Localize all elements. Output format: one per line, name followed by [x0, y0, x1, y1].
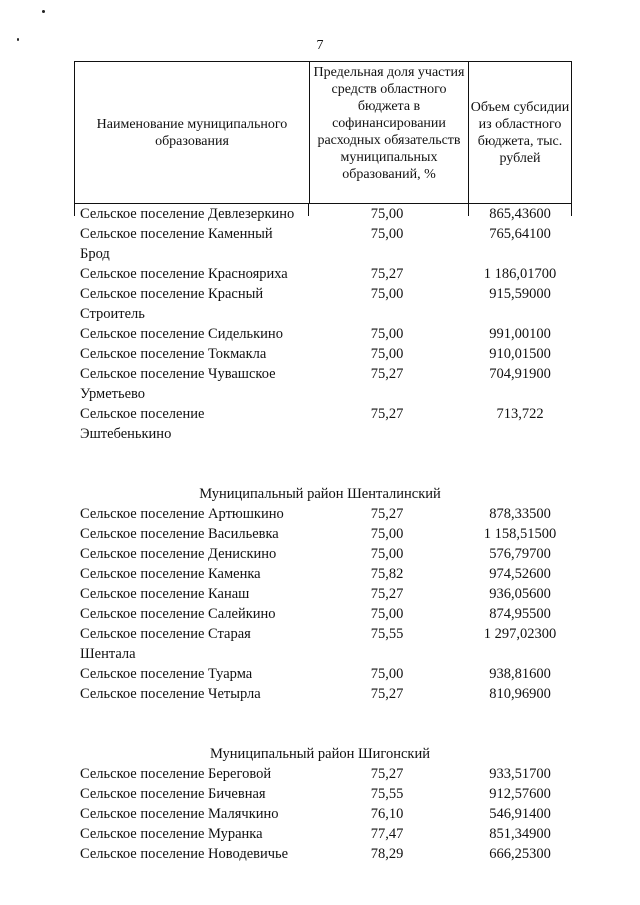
header-amount-column: Объем субсидии из областного бюджета, тыс. рублей	[470, 99, 570, 166]
subsidy-amount: 666,25300	[489, 846, 551, 862]
share-percent: 75,27	[370, 506, 404, 522]
subsidy-amount: 915,59000	[489, 286, 551, 302]
subsidy-amount: 933,51700	[489, 766, 551, 782]
share-percent: 78,29	[370, 846, 404, 862]
share-percent: 75,27	[370, 266, 404, 282]
subsidy-amount: 1 158,51500	[483, 526, 557, 542]
subsidy-amount: 865,43600	[489, 206, 551, 222]
table-row	[0, 524, 640, 544]
share-percent: 75,00	[370, 346, 404, 362]
settlement-name: Сельское поселение Чувашское Урметьево	[80, 366, 276, 402]
share-percent: 75,00	[370, 326, 404, 342]
share-percent: 75,27	[370, 686, 404, 702]
settlement-name: Сельское поселение Бичевная	[80, 786, 266, 802]
settlement-name: Сельское поселение Туарма	[80, 666, 253, 682]
settlement-name: Сельское поселение Береговой	[80, 766, 272, 782]
subsidy-amount: 991,00100	[489, 326, 551, 342]
scan-speck	[42, 10, 45, 13]
table-row	[0, 804, 640, 824]
subsidy-amount: 878,33500	[489, 506, 551, 522]
share-percent: 75,00	[370, 666, 404, 682]
settlement-name: Сельское поселение Салейкино	[80, 606, 276, 622]
settlement-name: Сельское поселение Малячкино	[80, 806, 279, 822]
settlement-name: Сельское поселение Муранка	[80, 826, 263, 842]
table-row	[0, 364, 640, 404]
subsidy-amount: 1 186,01700	[483, 266, 557, 282]
share-percent: 75,27	[370, 366, 404, 382]
table-row	[0, 324, 640, 344]
table-row	[0, 824, 640, 844]
subsidy-amount: 810,96900	[489, 686, 551, 702]
subsidy-amount: 576,79700	[489, 546, 551, 562]
subsidy-amount: 910,01500	[489, 346, 551, 362]
settlement-name: Сельское поселение Эштебенькино	[80, 406, 205, 442]
district-heading	[0, 444, 640, 504]
settlement-name: Сельское поселение Девлезеркино	[80, 206, 295, 222]
table-row	[0, 624, 640, 664]
subsidy-amount: 938,81600	[489, 666, 551, 682]
table-row	[0, 764, 640, 784]
table-row	[0, 504, 640, 524]
subsidy-amount: 1 297,02300	[483, 626, 557, 642]
table-row	[0, 404, 640, 444]
share-percent: 75,00	[370, 226, 404, 242]
table-row	[0, 784, 640, 804]
subsidy-amount: 713,722	[496, 406, 544, 422]
subsidy-amount: 874,95500	[489, 606, 551, 622]
share-percent: 75,27	[370, 406, 404, 422]
table-body	[0, 204, 640, 864]
table-row	[0, 344, 640, 364]
share-percent: 75,27	[370, 766, 404, 782]
table-row	[0, 844, 640, 864]
share-percent: 75,55	[370, 786, 404, 802]
share-percent: 75,00	[370, 606, 404, 622]
subsidy-amount: 546,91400	[489, 806, 551, 822]
table-row	[0, 224, 640, 264]
header-name-column: Наименование муниципального образования	[96, 116, 288, 149]
table-row	[0, 584, 640, 604]
subsidy-amount: 936,05600	[489, 586, 551, 602]
page-number: 7	[316, 38, 324, 53]
table-row	[0, 564, 640, 584]
table-row	[0, 264, 640, 284]
share-percent: 75,00	[370, 526, 404, 542]
table-row	[0, 604, 640, 624]
table-row	[0, 204, 640, 224]
share-percent: 75,55	[370, 626, 404, 642]
table-row	[0, 684, 640, 704]
district-heading	[0, 704, 640, 764]
district-title: Муниципальный район Шенталинский	[199, 486, 441, 502]
table-header	[74, 61, 572, 204]
share-percent: 75,82	[370, 566, 404, 582]
share-percent: 75,27	[370, 586, 404, 602]
share-percent: 75,00	[370, 286, 404, 302]
settlement-name: Сельское поселение Старая Шентала	[80, 626, 251, 662]
settlement-name: Сельское поселение Денискино	[80, 546, 277, 562]
subsidy-amount: 704,91900	[489, 366, 551, 382]
subsidy-amount: 974,52600	[489, 566, 551, 582]
share-percent: 76,10	[370, 806, 404, 822]
settlement-name: Сельское поселение Новодевичье	[80, 846, 289, 862]
settlement-name: Сельское поселение Четырла	[80, 686, 261, 702]
subsidy-amount: 765,64100	[489, 226, 551, 242]
settlement-name: Сельское поселение Красный Строитель	[80, 286, 264, 322]
subsidy-amount: 912,57600	[489, 786, 551, 802]
settlement-name: Сельское поселение Васильевка	[80, 526, 279, 542]
subsidy-amount: 851,34900	[489, 826, 551, 842]
header-share-column: Предельная доля участия средств областного бюджета в софинансировании расходных обязательств муниципальных образований, %	[309, 62, 469, 203]
share-percent: 75,00	[370, 206, 404, 222]
table-row	[0, 664, 640, 684]
settlement-name: Сельское поселение Краснояриха	[80, 266, 288, 282]
settlement-name: Сельское поселение Артюшкино	[80, 506, 284, 522]
table-row	[0, 544, 640, 564]
settlement-name: Сельское поселение Канаш	[80, 586, 250, 602]
table-row	[0, 284, 640, 324]
settlement-name: Сельское поселение Токмакла	[80, 346, 267, 362]
settlement-name: Сельское поселение Сиделькино	[80, 326, 283, 342]
district-title: Муниципальный район Шигонский	[210, 746, 430, 762]
share-percent: 75,00	[370, 546, 404, 562]
settlement-name: Сельское поселение Каменный Брод	[80, 226, 273, 262]
share-percent: 77,47	[370, 826, 404, 842]
settlement-name: Сельское поселение Каменка	[80, 566, 261, 582]
